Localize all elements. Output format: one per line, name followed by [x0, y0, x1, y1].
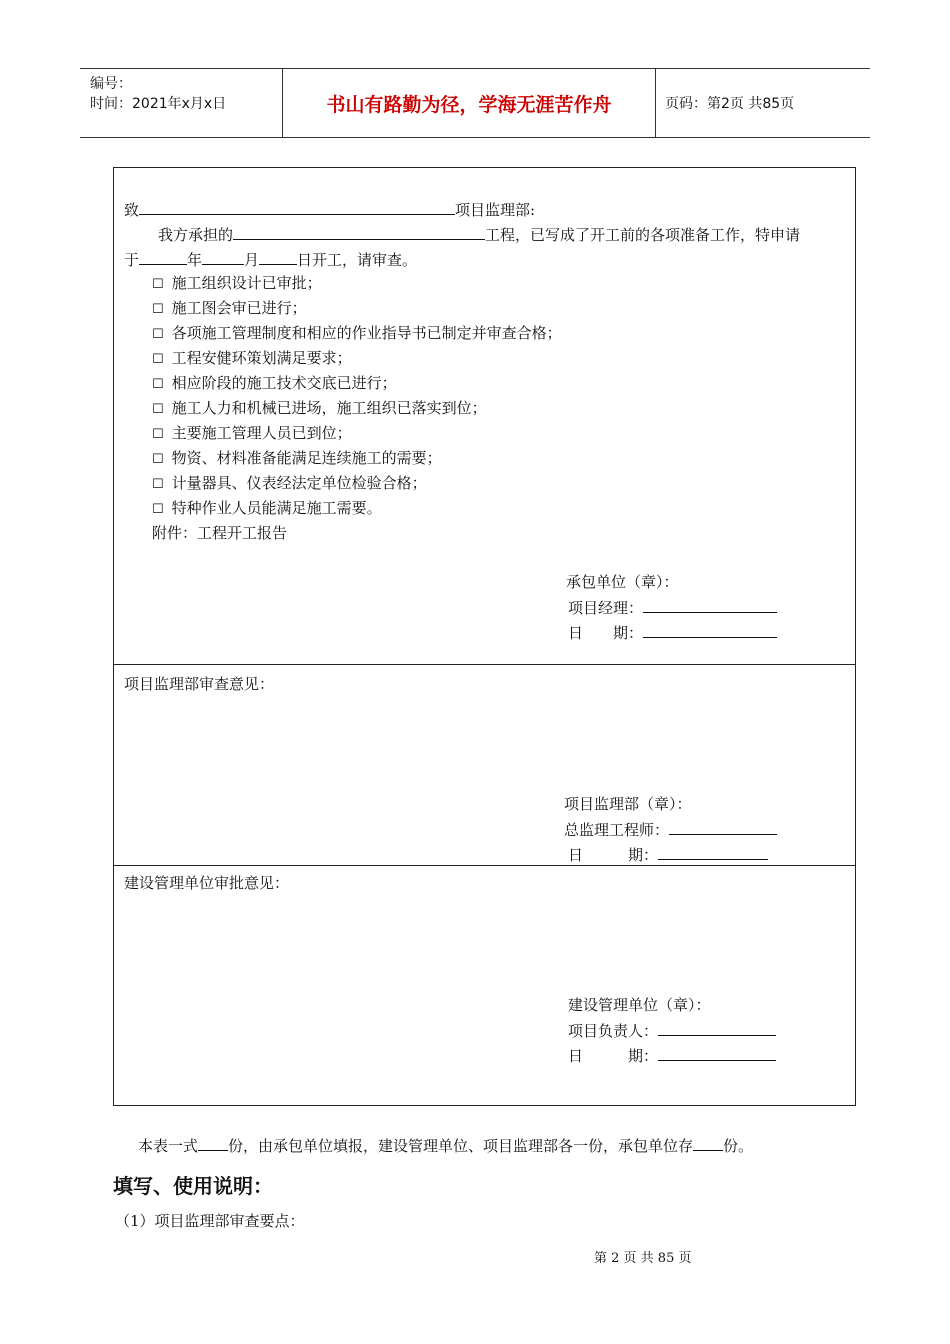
instructions-title: 填写、使用说明：: [113, 1174, 273, 1198]
project-name-blank[interactable]: [233, 223, 485, 240]
owner-date-label: 日 期：: [568, 1047, 659, 1065]
header-page-label: 页码：第2页 共85页: [665, 96, 795, 112]
checklist-item-label: 主要施工管理人员已到位；: [171, 424, 352, 442]
checkbox-icon[interactable]: ☐: [152, 402, 164, 417]
copies-total-blank[interactable]: [198, 1134, 228, 1151]
day-blank[interactable]: [259, 248, 297, 265]
time-label: 时间：2021年x月x日: [90, 96, 227, 112]
checkbox-icon[interactable]: ☐: [152, 327, 164, 342]
checkbox-icon[interactable]: ☐: [152, 502, 164, 517]
checklist-item: [152, 422, 352, 443]
project-manager-blank[interactable]: [643, 596, 777, 613]
contractor-date-row: [568, 621, 777, 643]
copies-note: [138, 1134, 753, 1156]
page-header: [80, 68, 870, 138]
supervision-section: [114, 665, 855, 866]
chief-engineer-label: 总监理工程师：: [564, 821, 670, 839]
project-suffix: 工程，已写成了开工前的各项准备工作，特申请: [485, 226, 801, 244]
copies-p3: 份。: [723, 1137, 754, 1155]
checklist-item: [152, 322, 562, 343]
project-line: [158, 223, 800, 245]
month-label: 月: [244, 251, 260, 269]
checklist-item-label: 计量器具、仪表经法定单位检验合格；: [171, 474, 427, 492]
addressee-blank[interactable]: [139, 198, 455, 215]
owner-opinion-label: 建设管理单位审批意见：: [124, 874, 290, 892]
checklist-item-label: 工程安健环策划满足要求；: [171, 349, 352, 367]
date-prefix: 于: [124, 251, 140, 269]
checklist-item: [152, 372, 397, 393]
application-form: [113, 167, 856, 1106]
checklist-item-label: 相应阶段的施工技术交底已进行；: [171, 374, 397, 392]
checkbox-icon[interactable]: ☐: [152, 477, 164, 492]
copies-kept-blank[interactable]: [693, 1134, 723, 1151]
copies-p1: 本表一式: [138, 1137, 199, 1155]
year-blank[interactable]: [139, 248, 187, 265]
checklist-item-label: 物资、材料准备能满足连续施工的需要；: [171, 449, 442, 467]
year-label: 年: [187, 251, 203, 269]
checkbox-icon[interactable]: ☐: [152, 352, 164, 367]
page-number: 第 2 页 共 85 页: [594, 1251, 692, 1266]
contractor-date-label: 日 期：: [568, 624, 644, 642]
checklist-item: [152, 447, 442, 468]
supervision-date-row: [568, 843, 768, 865]
project-manager-row: [568, 596, 777, 618]
owner-date-row: [568, 1044, 776, 1066]
header-motto: 书山有路勤为径，学海无涯苦作舟: [282, 69, 656, 137]
checklist-item: [152, 472, 427, 493]
owner-person-row: [568, 1019, 776, 1041]
checklist-item: [152, 272, 322, 293]
project-prefix: 我方承担的: [158, 226, 234, 244]
serial-label: 编号：: [90, 76, 132, 92]
contractor-date-blank[interactable]: [643, 621, 777, 638]
supervision-date-label: 日 期：: [568, 846, 659, 864]
month-blank[interactable]: [202, 248, 244, 265]
checklist-item-label: 特种作业人员能满足施工需要。: [171, 499, 382, 517]
owner-section: [114, 866, 855, 1105]
checklist-item-label: 施工人力和机械已进场，施工组织已落实到位；: [171, 399, 487, 417]
checklist-item: [152, 397, 487, 418]
project-manager-label: 项目经理：: [568, 599, 644, 617]
header-info-cell: [80, 69, 282, 137]
checkbox-icon[interactable]: ☐: [152, 277, 164, 292]
supervision-seal: 项目监理部（章）：: [564, 795, 692, 813]
chief-engineer-blank[interactable]: [669, 818, 777, 835]
checkbox-icon[interactable]: ☐: [152, 452, 164, 467]
contractor-seal: 承包单位（章）：: [566, 573, 679, 591]
checklist-item-label: 施工图会审已进行；: [171, 299, 307, 317]
owner-seal: 建设管理单位（章）：: [568, 996, 711, 1014]
checkbox-icon[interactable]: ☐: [152, 427, 164, 442]
owner-person-label: 项目负责人：: [568, 1022, 659, 1040]
attachment-line: 附件：工程开工报告: [152, 524, 288, 542]
to-suffix: 项目监理部:: [455, 201, 536, 219]
checklist-item-label: 各项施工管理制度和相应的作业指导书已制定并审查合格；: [171, 324, 562, 342]
supervision-opinion-label: 项目监理部审查意见：: [124, 675, 275, 693]
instructions-item-1: （1）项目监理部审查要点：: [115, 1212, 305, 1230]
checklist-item: [152, 297, 307, 318]
checkbox-icon[interactable]: ☐: [152, 377, 164, 392]
checklist-item: [152, 497, 382, 518]
supervision-date-blank[interactable]: [658, 843, 768, 860]
date-request-line: [124, 248, 417, 270]
to-prefix: 致: [124, 201, 140, 219]
day-label: 日开工，请审查。: [297, 251, 418, 269]
addressee-line: [124, 198, 535, 220]
copies-p2: 份，由承包单位填报，建设管理单位、项目监理部各一份，承包单位存: [228, 1137, 694, 1155]
checklist-item-label: 施工组织设计已审批；: [171, 274, 322, 292]
chief-engineer-row: [564, 818, 777, 840]
owner-date-blank[interactable]: [658, 1044, 776, 1061]
application-section: [114, 168, 855, 665]
owner-person-blank[interactable]: [658, 1019, 776, 1036]
checklist-item: [152, 347, 352, 368]
checkbox-icon[interactable]: ☐: [152, 302, 164, 317]
